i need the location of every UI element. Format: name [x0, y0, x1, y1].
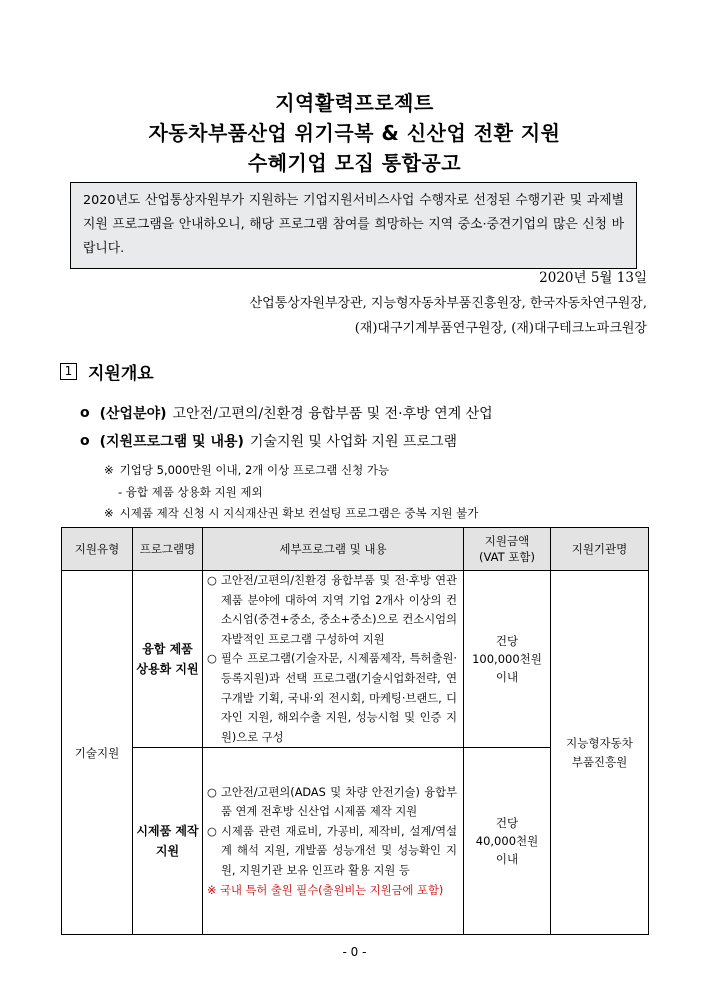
detail-cell	[203, 748, 464, 935]
header-program: 프로그램명	[133, 528, 203, 571]
note-ref: ※	[104, 463, 114, 477]
page-number: - 0 -	[342, 945, 367, 959]
section-heading	[60, 359, 154, 384]
bullet-text: 고안전/고편의/친환경 융합부품 및 전·후방 연계 산업	[172, 406, 493, 422]
program-name-cell: 융합 제품 상용화 지원	[133, 571, 203, 748]
note-1	[104, 462, 389, 478]
section-title: 지원개요	[88, 364, 154, 384]
table-row	[62, 571, 649, 748]
support-type-cell: 기술지원	[62, 571, 133, 935]
warning-note: ※ 국내 특허 출원 필수(출원비는 지원금에 포함)	[207, 883, 444, 897]
intro-box: 2020년도 산업통상자원부가 지원하는 기업지원서비스사업 수행자로 선정된 수행기관 및 과제별 지원 프로그램을 안내하오니, 해당 프로그램 참여를 희망하는 지역 중소·중견기업의 많은 신청 바랍니다.	[70, 182, 637, 269]
note-text: 시제품 제작 신청 시 지식재산권 확보 컨설팅 프로그램은 중복 지원 불가	[119, 506, 479, 520]
program-table	[61, 527, 649, 935]
title-line-3: 수혜기업 모집 통합공고	[247, 151, 462, 175]
amount-cell: 건당 40,000천원 이내	[464, 748, 551, 935]
bullet-label: (지원프로그램 및 내용)	[99, 434, 244, 450]
sender-line-1: 산업통상자원부장관, 지능형자동차부품진흥원장, 한국자동차연구원장,	[249, 296, 647, 311]
amount-cell: 건당 100,000천원 이내	[464, 571, 551, 748]
bullet-mark: o	[80, 433, 90, 449]
org-cell: 지능형자동차 부품진흥원	[551, 571, 649, 935]
detail-item: ○ 필수 프로그램(기술자문, 시제품제작, 특허출원·등록지원)과 선택 프로그램(기술시업화전략, 연구개발 기획, 국내·외 전시회, 마케팅·브랜드, 디자인 지원, 해외수출 지원, 성능시험 및 인증 지원)으로 구성	[207, 649, 457, 747]
announcement-date: 2020년 5월 13일	[539, 270, 647, 286]
detail-text: 필수 프로그램(기술자문, 시제품제작, 특허출원·등록지원)과 선택 프로그램(기술시업화전략, 연구개발 기획, 국내·외 전시회, 마케팅·브랜드, 디자인 지원, 해외수출 지원, 성능시험 및 인증 지원)으로 구성	[221, 652, 457, 744]
header-type: 지원유형	[62, 528, 133, 571]
sender-line-2: (재)대구기계부품연구원장, (재)대구테크노파크원장	[354, 321, 647, 336]
title-block	[0, 88, 709, 178]
section-number-box: 1	[60, 363, 77, 380]
note-text: 기업당 5,000만원 이내, 2개 이상 프로그램 신청 가능	[119, 463, 390, 477]
bullet-text: 기술지원 및 사업화 지원 프로그램	[249, 434, 458, 450]
program-name-cell: 시제품 제작 지원	[133, 748, 203, 935]
bullet-label: (산업분야)	[99, 406, 167, 422]
detail-item: ○ 시제품 관련 재료비, 가공비, 제작비, 설계/역설계 해석 지원, 개발품 성능개선 및 성능확인 지원, 지원기관 보유 인프라 활용 지원 등	[207, 822, 457, 881]
note-ref: ※	[104, 506, 114, 520]
table-header-row	[62, 528, 649, 571]
detail-text: 시제품 관련 재료비, 가공비, 제작비, 설계/역설계 해석 지원, 개발품 성능개선 및 성능확인 지원, 지원기관 보유 인프라 활용 지원 등	[221, 824, 457, 877]
detail-text: 고안전/고편의/친환경 융합부품 및 전·후방 연관제품 분야에 대하여 지역 기업 2개사 이상의 컨소시엄(중견+중소, 중소+중소)으로 컨소시엄의 자발적인 프로그램 구성하여 지원	[221, 574, 457, 646]
title-line-1: 지역활력프로젝트	[275, 91, 434, 115]
detail-cell	[203, 571, 464, 748]
detail-item: ○ 고안전/고편의(ADAS 및 차량 안전기술) 융합부품 연계 전후방 신산업 시제품 제작 지원	[207, 783, 457, 822]
note-3	[104, 505, 478, 521]
header-org: 지원기관명	[551, 528, 649, 571]
detail-text: 고안전/고편의(ADAS 및 차량 안전기술) 융합부품 연계 전후방 신산업 시제품 제작 지원	[221, 785, 457, 819]
bullet-industry	[80, 403, 493, 423]
note-2	[118, 484, 263, 500]
bullet-mark: o	[80, 405, 90, 421]
header-amount: 지원금액 (VAT 포함)	[464, 528, 551, 571]
title-line-2: 자동차부품산업 위기극복 & 신산업 전환 지원	[148, 121, 561, 145]
detail-item: ○ 고안전/고편의/친환경 융합부품 및 전·후방 연관제품 분야에 대하여 지역 기업 2개사 이상의 컨소시엄(중견+중소, 중소+중소)으로 컨소시엄의 자발적인 프로그램 구성하여 지원	[207, 571, 457, 649]
header-detail: 세부프로그램 및 내용	[203, 528, 464, 571]
bullet-program	[80, 431, 457, 451]
note-text: - 융합 제품 상용화 지원 제외	[118, 485, 263, 499]
